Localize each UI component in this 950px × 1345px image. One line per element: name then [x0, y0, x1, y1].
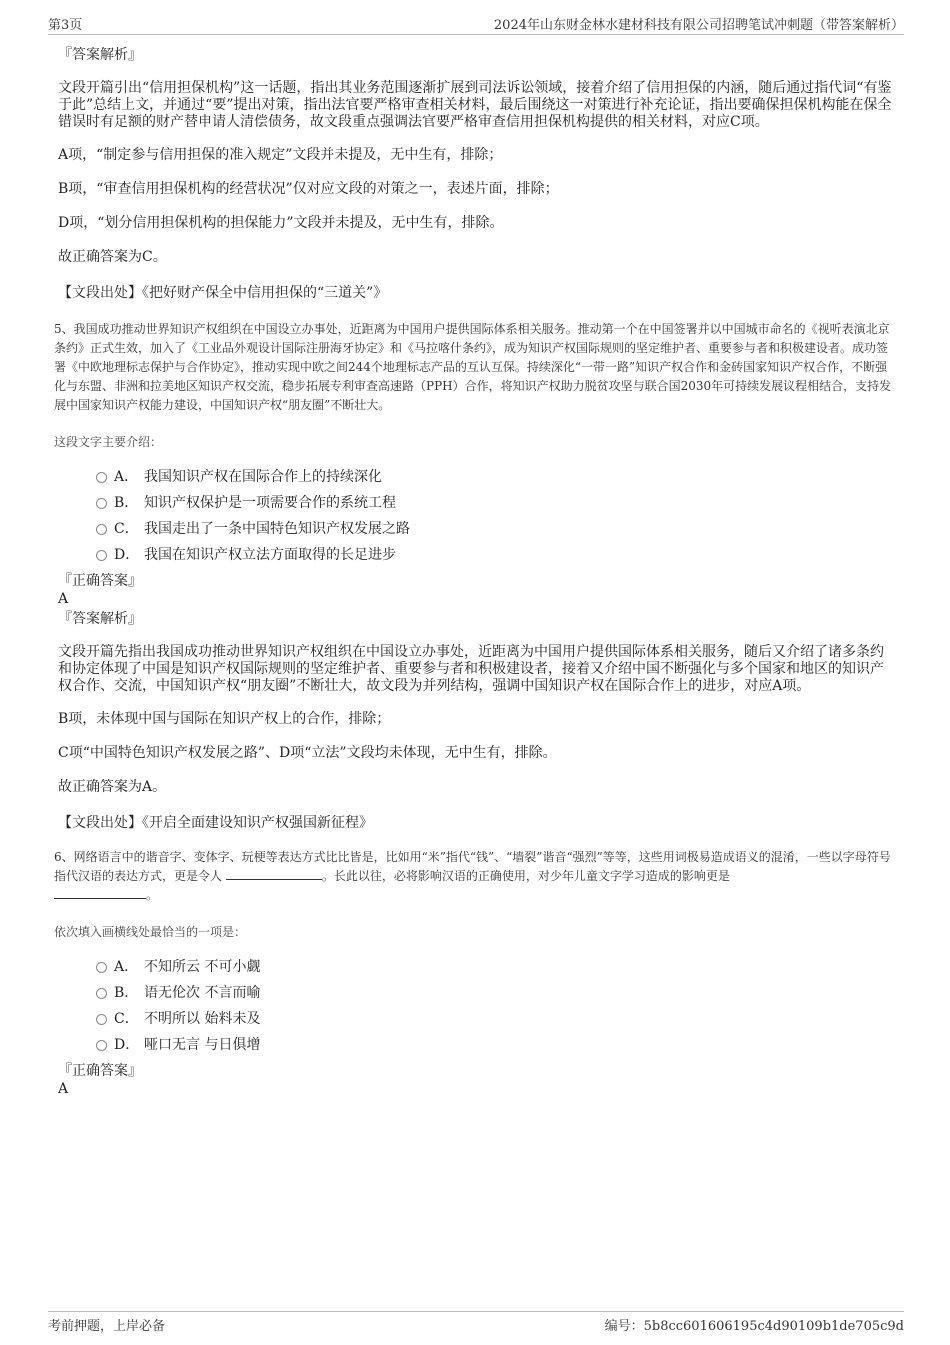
option-letter: B．	[114, 985, 139, 1001]
option-letter: D．	[114, 547, 140, 563]
option-b[interactable]	[56, 982, 894, 1008]
code-label: 编号：	[604, 1319, 644, 1334]
radio-icon[interactable]	[96, 498, 107, 509]
passage-source: 【文段出处】《把好财产保全中信用担保的“三道关”》	[58, 285, 388, 301]
passage-source: 【文段出处】《开启全面建设知识产权强国新征程》	[58, 815, 373, 831]
page-content	[56, 46, 894, 1098]
radio-icon[interactable]	[96, 1040, 107, 1051]
option-text: 我国知识产权在国际合作上的持续深化	[144, 469, 382, 485]
option-letter: A．	[114, 959, 139, 975]
analysis-label: 『答案解析』	[58, 611, 142, 627]
question-6-prompt: 依次填入画横线处最恰当的一项是：	[54, 925, 247, 939]
page-number: 第3页	[48, 18, 83, 33]
option-letter: C．	[114, 521, 139, 537]
question-6-text-part3: 。	[146, 888, 159, 902]
correct-answer-label: 『正确答案』	[58, 1063, 142, 1079]
option-c[interactable]	[56, 518, 894, 544]
analysis-note-d: D项，“划分信用担保机构的担保能力”文段并未提及，无中生有，排除。	[58, 215, 504, 231]
page-footer	[48, 1311, 904, 1335]
radio-icon[interactable]	[96, 550, 107, 561]
option-letter: B．	[114, 495, 139, 511]
radio-icon[interactable]	[96, 988, 107, 999]
question-6-options	[56, 956, 894, 1060]
answer-blank-1	[226, 867, 322, 880]
document-code	[605, 1315, 904, 1334]
correct-answer-label: 『正确答案』	[58, 573, 142, 589]
analysis-label: 『答案解析』	[58, 47, 142, 63]
option-text: 语无伦次 不言而喻	[144, 985, 261, 1001]
option-b[interactable]	[56, 492, 894, 518]
option-a[interactable]	[56, 466, 894, 492]
analysis-note-a: A项，“制定参与信用担保的准入规定”文段并未提及，无中生有，排除；	[58, 147, 503, 163]
option-a[interactable]	[56, 956, 894, 982]
analysis-note-b: B项，未体现中国与国际在知识产权上的合作，排除；	[58, 711, 391, 727]
analysis-note-b: B项，“审查信用担保机构的经营状况”仅对应文段的对策之一，表述片面，排除；	[58, 181, 559, 197]
analysis-conclusion: 故正确答案为C。	[58, 249, 167, 265]
option-text: 我国走出了一条中国特色知识产权发展之路	[144, 521, 410, 537]
correct-answer: A	[58, 591, 69, 607]
correct-answer: A	[58, 1081, 69, 1097]
option-text: 我国在知识产权立法方面取得的长足进步	[144, 547, 396, 563]
option-d[interactable]	[56, 1034, 894, 1060]
option-text: 不明所以 始料未及	[144, 1011, 261, 1027]
analysis-conclusion: 故正确答案为A。	[58, 779, 167, 795]
radio-icon[interactable]	[96, 1014, 107, 1025]
question-6-text-part2: 。长此以往，必将影响汉语的正确使用，对少年儿童文字学习造成的影响更是	[321, 869, 730, 883]
question-6-text	[54, 848, 894, 905]
page-header	[48, 14, 904, 35]
question-5-options	[56, 466, 894, 570]
option-letter: D．	[114, 1037, 140, 1053]
analysis-text: 文段开篇引出“信用担保机构”这一话题，指出其业务范围逐渐扩展到司法诉讼领域，接着介绍了信用担保的内涵，随后通过指代词“有鉴于此”总结上文，并通过“要”提出对策，指出法官要严格审查相关材料，最后围绕这一对策进行补充论证，指出要确保担保机构能在保全错误时有足额的财产替申请人清偿债务，故文段重点强调法官要严格审查信用担保机构提供的相关材料，对应C项。	[58, 80, 892, 130]
radio-icon[interactable]	[96, 962, 107, 973]
option-c[interactable]	[56, 1008, 894, 1034]
question-5-prompt: 这段文字主要介绍：	[54, 435, 163, 449]
option-text: 不知所云 不可小觑	[144, 959, 261, 975]
option-text: 知识产权保护是一项需要合作的系统工程	[144, 495, 396, 511]
analysis-text: 文段开篇先指出我国成功推动世界知识产权组织在中国设立办事处，近距离为中国用户提供国际体系相关服务，随后又介绍了诸多条约和协定体现了中国是知识产权国际规则的坚定维护者、重要参与者和积极建设者，接着又介绍中国不断强化与多个国家和地区的知识产权合作、交流，中国知识产权“朋友圈”不断壮大，故文段为并列结构，强调中国知识产权在国际合作上的进步，对应A项。	[58, 644, 884, 694]
code-value: 5b8cc601606195c4d90109b1de705c9d	[643, 1319, 904, 1334]
answer-blank-2	[54, 886, 146, 899]
radio-icon[interactable]	[96, 524, 107, 535]
radio-icon[interactable]	[96, 472, 107, 483]
option-d[interactable]	[56, 544, 894, 570]
document-title: 2024年山东财金林水建材科技有限公司招聘笔试冲刺题（带答案解析）	[493, 18, 904, 33]
option-letter: A．	[114, 469, 139, 485]
option-letter: C．	[114, 1011, 139, 1027]
footer-slogan: 考前押题，上岸必备	[48, 1319, 166, 1334]
question-5-text: 5、我国成功推动世界知识产权组织在中国设立办事处，近距离为中国用户提供国际体系相关服务。推动第一个在中国签署并以中国城市命名的《视听表演北京条约》正式生效，加入了《工业品外观设计国际注册海牙协定》和《马拉喀什条约》，成为知识产权国际规则的坚定维护者、重要参与者和积极建设者。成功签署《中欧地理标志保护与合作协定》，推动实现中欧之间244个地理标志产品的互认互保。持续深化“一带一路”知识产权合作和金砖国家知识产权合作，不断强化与东盟、非洲和拉美地区知识产权交流，稳步拓展专利审查高速路（PPH）合作，将知识产权助力脱贫攻坚与联合国2030年可持续发展议程相结合，支持发展中国家知识产权能力建设，中国知识产权“朋友圈”不断壮大。	[54, 322, 892, 412]
analysis-note-cd: C项“中国特色知识产权发展之路”、D项“立法”文段均未体现，无中生有，排除。	[58, 745, 557, 761]
option-text: 哑口无言 与日俱增	[144, 1037, 261, 1053]
question-6-text-part1: 6、网络语言中的谐音字、变体字、玩梗等表达方式比比皆是，比如用“米”指代“钱”、“墙裂”谐音“强烈”等等，这些用词极易造成语义的混淆，一些以字母符号指代汉语的表达方式，更是令人	[54, 850, 891, 883]
